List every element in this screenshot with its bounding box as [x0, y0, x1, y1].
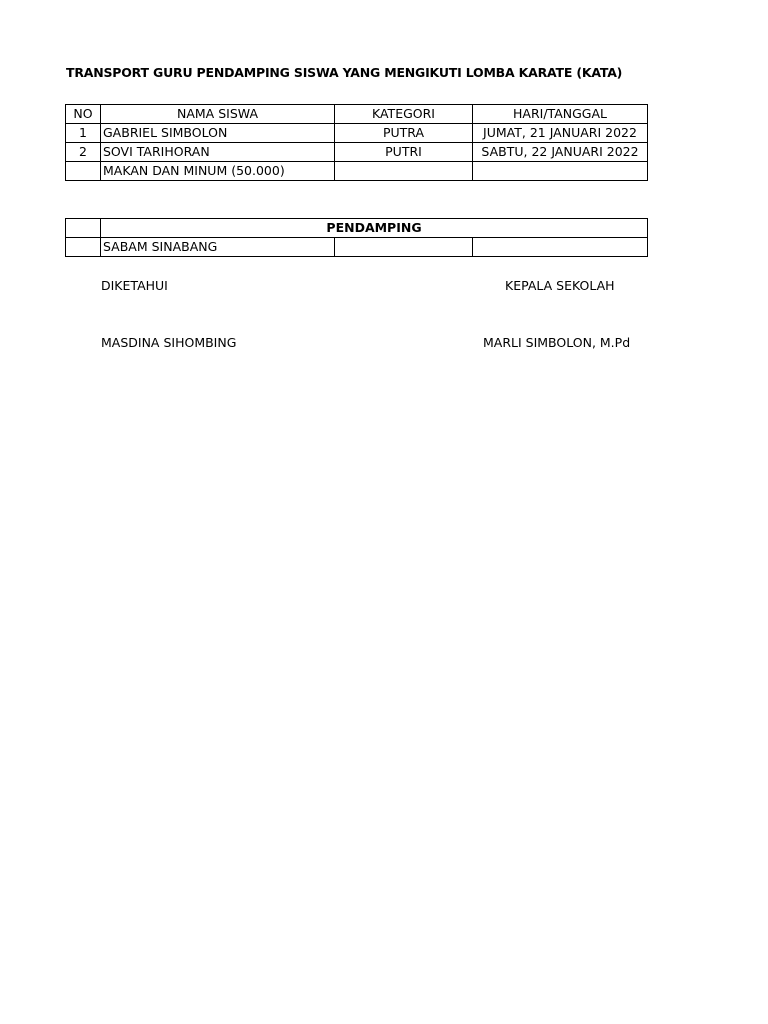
- cell-kategori: [335, 162, 473, 181]
- cell-nama: GABRIEL SIMBOLON: [101, 124, 335, 143]
- header-nama-siswa: NAMA SISWA: [101, 105, 335, 124]
- kepala-sekolah-label: KEPALA SEKOLAH: [505, 278, 615, 293]
- header-kategori: KATEGORI: [335, 105, 473, 124]
- cell-kategori: PUTRI: [335, 143, 473, 162]
- table-row: [66, 238, 648, 257]
- diketahui-label: DIKETAHUI: [101, 278, 168, 293]
- table-row: [66, 143, 648, 162]
- cell-no: [66, 162, 101, 181]
- cell-tanggal: JUMAT, 21 JANUARI 2022: [473, 124, 648, 143]
- left-signatory-name: MASDINA SIHOMBING: [101, 335, 237, 350]
- cell-no: 2: [66, 143, 101, 162]
- table-row: [66, 124, 648, 143]
- header-hari-tanggal: HARI/TANGGAL: [473, 105, 648, 124]
- cell-no: [66, 238, 101, 257]
- pendamping-table: [65, 218, 648, 257]
- right-signatory-name: MARLI SIMBOLON, M.Pd: [483, 335, 631, 350]
- pendamping-header: PENDAMPING: [101, 219, 648, 238]
- pendamping-header-row: [66, 219, 648, 238]
- cell-nama: SOVI TARIHORAN: [101, 143, 335, 162]
- student-table: [65, 104, 648, 181]
- table-header-row: [66, 105, 648, 124]
- cell-no: 1: [66, 124, 101, 143]
- cell-nama: SABAM SINABANG: [101, 238, 335, 257]
- cell-empty: [66, 219, 101, 238]
- cell-kategori: PUTRA: [335, 124, 473, 143]
- table-row: [66, 162, 648, 181]
- header-no: NO: [66, 105, 101, 124]
- document-title: TRANSPORT GURU PENDAMPING SISWA YANG MENGIKUTI LOMBA KARATE (KATA): [66, 65, 623, 80]
- cell-tanggal: [473, 162, 648, 181]
- cell-nama: MAKAN DAN MINUM (50.000): [101, 162, 335, 181]
- cell-tanggal: [473, 238, 648, 257]
- cell-tanggal: SABTU, 22 JANUARI 2022: [473, 143, 648, 162]
- cell-kategori: [335, 238, 473, 257]
